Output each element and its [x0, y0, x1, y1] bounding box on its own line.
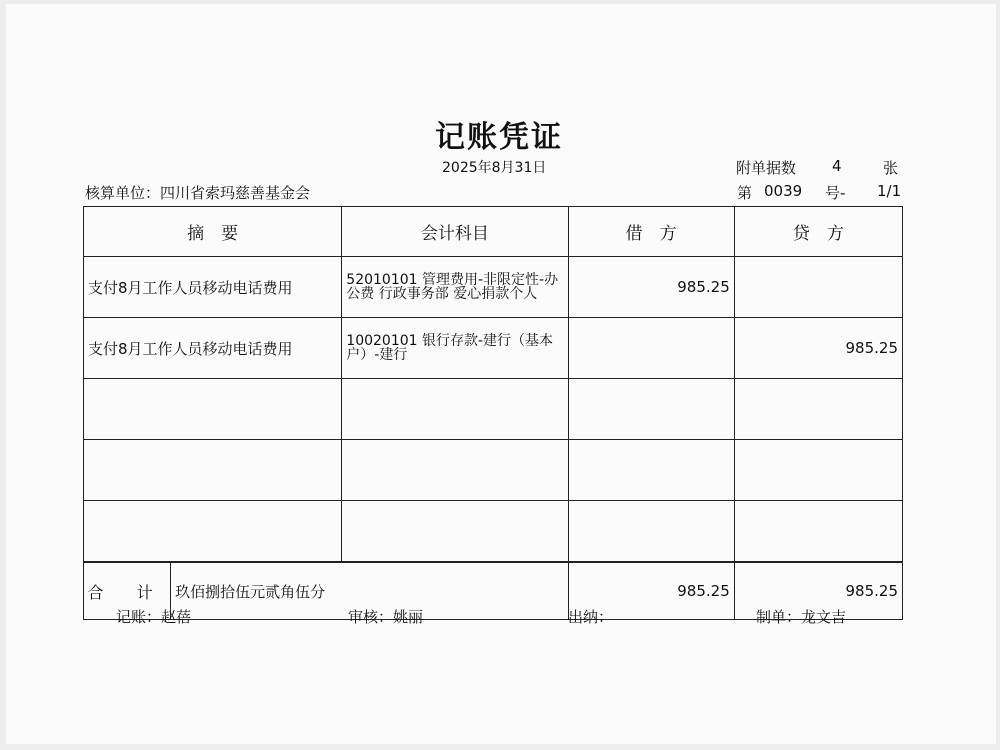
- header-credit: 贷 方: [734, 207, 902, 257]
- row-debit: [568, 501, 734, 563]
- voucher-number: [737, 182, 907, 202]
- cashier-label: 出纳：: [568, 608, 614, 626]
- row-summary: [84, 379, 342, 440]
- row-credit: 985.25: [734, 318, 902, 379]
- voucher-prefix: 第: [737, 184, 753, 202]
- row-account: [342, 501, 568, 563]
- total-credit: 985.25: [734, 562, 902, 620]
- header-account: 会计科目: [342, 207, 568, 257]
- table-row: [84, 440, 903, 501]
- attachment-number: 4: [832, 157, 842, 175]
- bookkeeper-label: 记账：: [116, 608, 162, 626]
- preparer-label: 制单：: [756, 608, 802, 626]
- preparer-signature: [756, 606, 846, 627]
- voucher-page: 1/1: [877, 182, 902, 200]
- bookkeeper-name: 赵蓓: [161, 608, 192, 626]
- preparer-name: 龙文吉: [801, 608, 847, 626]
- row-summary: 支付8月工作人员移动电话费用: [84, 257, 342, 318]
- table-row: [84, 501, 903, 563]
- unit-label: 核算单位：: [85, 184, 161, 202]
- row-credit: [734, 440, 902, 501]
- row-account: [342, 379, 568, 440]
- attachment-count: [736, 157, 916, 178]
- row-debit: [568, 379, 734, 440]
- row-account: 10020101 银行存款-建行（基本户）-建行: [342, 318, 568, 379]
- row-summary: 支付8月工作人员移动电话费用: [84, 318, 342, 379]
- voucher-paper: [6, 4, 996, 744]
- unit-name: 四川省索玛慈善基金会: [160, 184, 311, 202]
- table-row: [84, 379, 903, 440]
- row-account: 52010101 管理费用-非限定性-办公费 行政事务部 爱心捐款个人: [342, 257, 568, 318]
- reviewer-name: 姚丽: [393, 608, 424, 626]
- header-summary: 摘 要: [84, 207, 342, 257]
- header-debit: 借 方: [568, 207, 734, 257]
- row-summary: [84, 501, 342, 563]
- voucher-no: 0039: [764, 182, 803, 200]
- voucher-suffix: 号-: [825, 184, 846, 202]
- voucher-table: [83, 206, 903, 620]
- reviewer-label: 审核：: [348, 608, 394, 626]
- row-debit: [568, 318, 734, 379]
- total-debit: 985.25: [568, 562, 734, 620]
- attachment-label: 附单据数: [736, 159, 797, 177]
- cashier-signature: [568, 606, 613, 627]
- total-label: 合 计: [84, 562, 171, 620]
- total-amount-words: 玖佰捌拾伍元贰角伍分: [171, 562, 568, 620]
- row-credit: [734, 501, 902, 563]
- row-account: [342, 440, 568, 501]
- row-debit: 985.25: [568, 257, 734, 318]
- document-title: 记账凭证: [435, 120, 563, 155]
- reviewer-signature: [348, 606, 423, 627]
- table-header-row: [84, 207, 903, 257]
- row-summary: [84, 440, 342, 501]
- table-row: [84, 318, 903, 379]
- bookkeeper-signature: [116, 606, 191, 627]
- row-credit: [734, 379, 902, 440]
- accounting-unit: [85, 182, 310, 203]
- voucher-date: 2025年8月31日: [442, 160, 547, 176]
- table-row: [84, 257, 903, 318]
- row-credit: [734, 257, 902, 318]
- attachment-unit: 张: [883, 159, 899, 177]
- row-debit: [568, 440, 734, 501]
